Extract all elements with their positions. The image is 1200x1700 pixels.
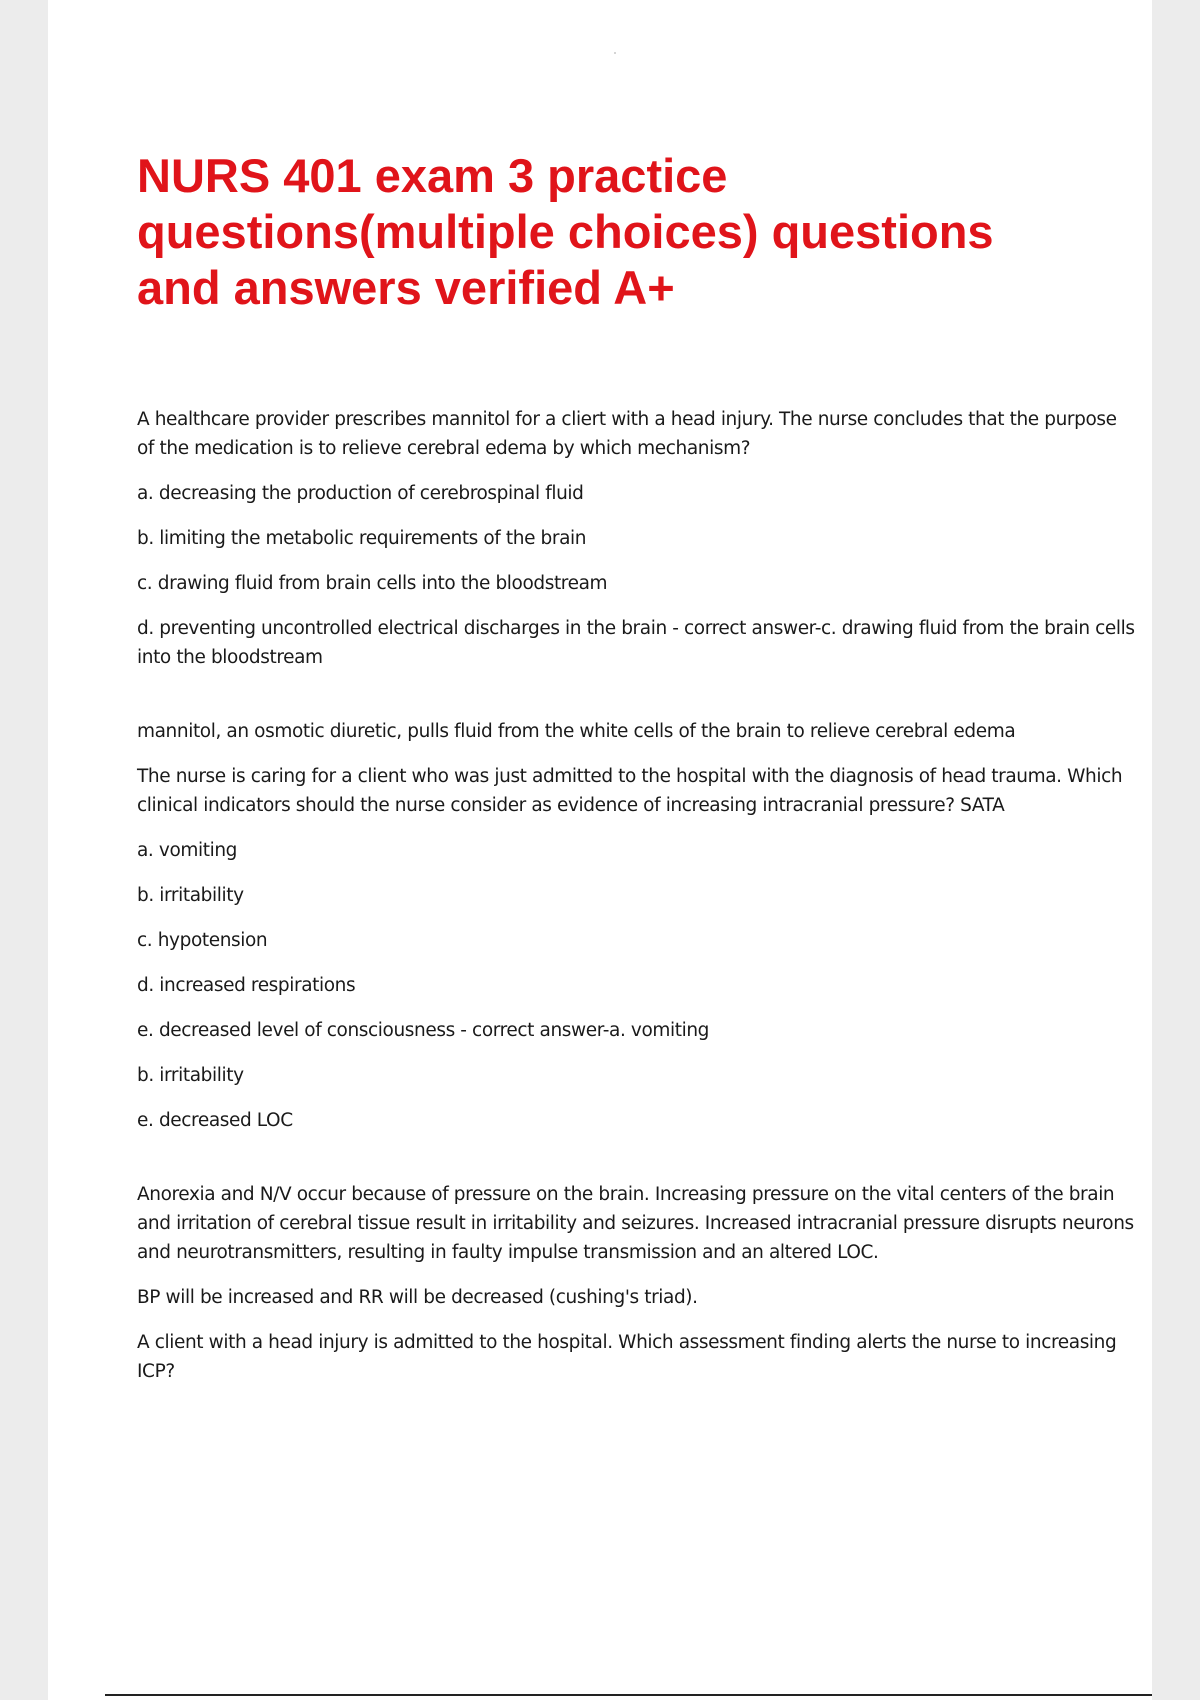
document-body (137, 405, 1137, 1402)
q2-answer-e: e. decreased LOC (137, 1110, 293, 1131)
q2-rationale-cushing: BP will be increased and RR will be decreased (cushing's triad). (137, 1287, 698, 1308)
q2-option-a: a. vomiting (137, 840, 237, 861)
q1-rationale: mannitol, an osmotic diuretic, pulls fluid from the white cells of the brain to relieve cerebral edema (137, 721, 1016, 742)
document-page (48, 0, 1152, 1700)
footer-divider (105, 1694, 1152, 1696)
q2-option-c: c. hypotension (137, 930, 268, 951)
question-2: The nurse is caring for a client who was just admitted to the hospital with the diagnosis of head trauma. Which clinical indicators should the nurse consider as evidence of increasing intracranial pressure? SATA (137, 766, 1123, 816)
document-title: NURS 401 exam 3 practice questions(multiple choices) questions and answers verified A+ (137, 149, 994, 314)
q2-answer-b: b. irritability (137, 1065, 244, 1086)
q1-option-b: b. limiting the metabolic requirements of the brain (137, 528, 587, 549)
q2-option-e-answer: e. decreased level of consciousness - correct answer-a. vomiting (137, 1020, 710, 1041)
q1-option-a: a. decreasing the production of cerebrospinal fluid (137, 483, 584, 504)
q1-option-c: c. drawing fluid from brain cells into the bloodstream (137, 573, 608, 594)
question-1: A healthcare provider prescribes mannitol for a cliert with a head injury. The nurse concludes that the purpose of the medication is to relieve cerebral edema by which mechanism? (137, 409, 1117, 459)
question-3: A client with a head injury is admitted to the hospital. Which assessment finding alerts the nurse to increasing ICP? (137, 1332, 1117, 1382)
q1-option-d-answer: d. preventing uncontrolled electrical discharges in the brain - correct answer-c. drawing fluid from the brain cells into the bloodstream (137, 618, 1135, 668)
q2-option-b: b. irritability (137, 885, 244, 906)
q2-option-d: d. increased respirations (137, 975, 356, 996)
q2-rationale: Anorexia and N/V occur because of pressure on the brain. Increasing pressure on the vital centers of the brain and irritation of cerebral tissue result in irritability and seizures. Increased intracranial pressure disrupts neurons and neurotransmitters, resulting in faulty impulse transmission and an altered LOC. (137, 1184, 1134, 1263)
scan-artifact (614, 52, 616, 54)
